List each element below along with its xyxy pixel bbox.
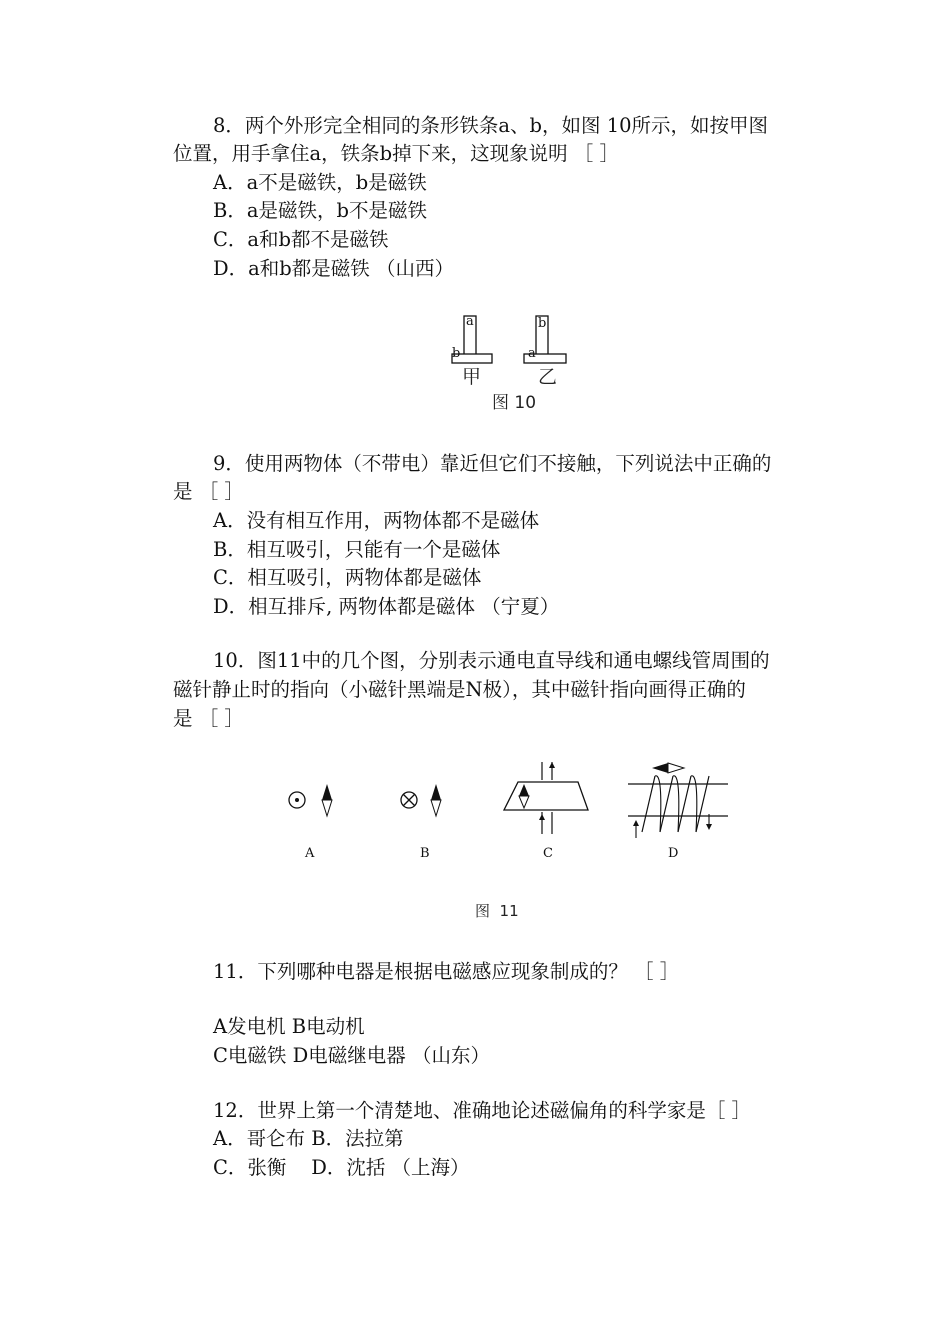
fig11-label-b: B: [420, 846, 430, 861]
q8-option-d: D．a和b都是磁铁 （山西）: [213, 257, 454, 280]
figure-10-drawing: [440, 308, 580, 378]
q8-stem-line2: 位置，用手拿住a，铁条b掉下来，这现象说明 ［ ］: [173, 142, 620, 165]
q10-stem-line2: 磁针静止时的指向（小磁针黑端是N极），其中磁针指向画得正确的: [173, 678, 746, 701]
q9-option-b: B．相互吸引，只能有一个是磁体: [213, 538, 501, 561]
q10-stem-line3: 是 ［ ］: [173, 707, 244, 730]
fig11-title: 图 11: [475, 902, 519, 920]
q10-stem-line1: 10．图11中的几个图，分别表示通电直导线和通电螺线管周围的: [213, 649, 770, 672]
figure-10: [440, 308, 580, 418]
q12-stem: 12．世界上第一个清楚地、准确地论述磁偏角的科学家是［ ］: [213, 1099, 752, 1122]
q9-stem-line2: 是 ［ ］: [173, 480, 244, 503]
fig11-c-diagram: [504, 762, 588, 834]
figure-11-drawing: [270, 752, 750, 852]
q12-options-line1: A．哥仑布 B．法拉第: [213, 1127, 404, 1150]
q9-stem-line1: 9．使用两物体（不带电）靠近但它们不接触，下列说法中正确的: [213, 452, 772, 475]
fig10-left-top-label: a: [466, 314, 474, 329]
q8-option-b: B．a是磁铁，b不是磁铁: [213, 199, 427, 222]
q8-option-c: C．a和b都不是磁铁: [213, 228, 389, 251]
q12-options-line2: C．张衡 D．沈括 （上海）: [213, 1156, 470, 1179]
fig10-left-bottom-label: b: [452, 346, 461, 361]
fig10-right-caption: 乙: [538, 366, 558, 388]
q11-stem: 11．下列哪种电器是根据电磁感应现象制成的？ ［ ］: [213, 960, 680, 983]
fig11-a-diagram: [289, 784, 332, 816]
fig10-right-bottom-label: a: [528, 346, 536, 361]
figure-11: [270, 752, 750, 927]
q9-option-a: A．没有相互作用，两物体都不是磁体: [213, 509, 540, 532]
fig10-title: 图 10: [492, 393, 537, 413]
q8-option-a: A．a不是磁铁，b是磁铁: [213, 171, 427, 194]
q11-options-line1: A发电机 B电动机: [213, 1015, 365, 1038]
q9-option-d: D．相互排斥, 两物体都是磁体 （宁夏）: [213, 595, 560, 618]
fig11-label-a: A: [305, 846, 315, 861]
fig11-d-diagram: [628, 763, 728, 838]
fig10-right-top-label: b: [538, 316, 547, 331]
fig11-label-c: C: [543, 846, 553, 861]
q9-option-c: C．相互吸引，两物体都是磁体: [213, 566, 482, 589]
q11-options-line2: C电磁铁 D电磁继电器 （山东）: [213, 1044, 490, 1067]
fig11-b-diagram: [401, 784, 441, 816]
fig11-label-d: D: [668, 846, 679, 861]
fig10-left-caption: 甲: [462, 366, 482, 388]
q8-stem-line1: 8．两个外形完全相同的条形铁条a、b，如图 10所示，如按甲图: [213, 114, 769, 137]
